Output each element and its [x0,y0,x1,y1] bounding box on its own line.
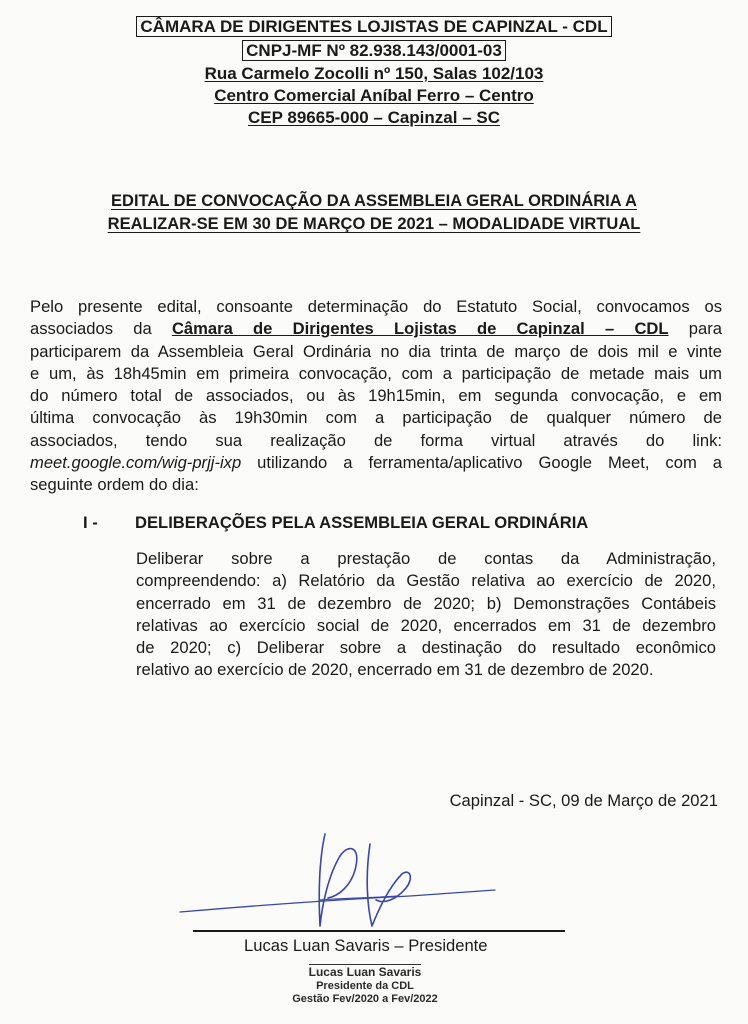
handwritten-signature [170,826,500,936]
section-title: DELIBERAÇÕES PELA ASSEMBLEIA GERAL ORDINÁRIA [135,513,589,532]
stamp-term: Gestão Fev/2020 a Fev/2022 [292,993,438,1005]
intro-line: Pelo presente edital, consoante determinação do Estatuto Social, convocamos os [30,297,722,316]
intro-line: e um, às 18h45min em primeira convocação, com a participação de metade mais um [30,363,722,383]
intro-line: participarem da Assembleia Geral Ordinária no dia trinta de março de dois mil e vinte [30,341,722,361]
intro-line: última convocação às 19h30min com a participação de qualquer número de [30,408,722,428]
section-line: Deliberar sobre a prestação de contas da Administração, [136,549,716,568]
intro-line: associados da Câmara de Dirigentes Lojistas de Capinzal – CDL para [30,319,723,339]
meet-link: meet.google.com/wig-prjj-ixp [30,453,242,473]
intro-line: seguinte ordem do dia: [30,475,199,495]
header-line-cep: CEP 89665-000 – Capinzal – SC [248,108,500,127]
intro-line: do número total de associados, ou às 19h15min, em segunda convocação, e em [30,386,722,406]
section-number: I - [83,513,98,532]
header-line-org: CÂMARA DE DIRIGENTES LOJISTAS DE CAPINZAL - CDL [0,17,748,37]
signer-name: Lucas Luan Savaris – Presidente [244,936,488,955]
title-line-2: REALIZAR-SE EM 30 DE MARÇO DE 2021 – MODALIDADE VIRTUAL [107,215,641,233]
stamp-role: Presidente da CDL [316,980,414,992]
section-line: compreendendo: a) Relatório da Gestão relativa ao exercício de 2020, [136,571,716,591]
section-line: encerrado em 31 de dezembro de 2020; b) Demonstrações Contábeis [136,593,716,613]
title-line-1: EDITAL DE CONVOCAÇÃO DA ASSEMBLEIA GERAL ORDINÁRIA A [111,192,637,210]
stamp-name: Lucas Luan Savaris [308,965,422,979]
intro-line: associados, tendo sua realização de forma virtual através do link: [30,430,722,450]
section-line: de 2020; c) Deliberar sobre a destinação do resultado econômico [136,638,716,658]
section-line: relativo ao exercício de 2020, encerrado em 31 de dezembro de 2020. [136,660,654,680]
date-location: Capinzal - SC, 09 de Março de 2021 [449,791,718,810]
section-body [136,548,716,682]
header-line-center: Centro Comercial Aníbal Ferro – Centro [214,86,534,105]
section-line: relativas ao exercício social de 2020, encerrados em 31 de dezembro [136,615,716,635]
org-name-emphasis: Câmara de Dirigentes Lojistas de Capinzal – CDL [171,319,669,339]
header-line-cnpj: CNPJ-MF Nº 82.938.143/0001-03 [0,41,748,61]
header-line-street: Rua Carmelo Zocolli nº 150, Salas 102/103 [204,64,544,83]
president-stamp [280,964,450,1006]
intro-paragraph [30,296,722,497]
signature-line [193,930,565,932]
intro-line: meet.google.com/wig-prjj-ixp utilizando a ferramenta/aplicativo Google Meet, com a [30,453,722,473]
